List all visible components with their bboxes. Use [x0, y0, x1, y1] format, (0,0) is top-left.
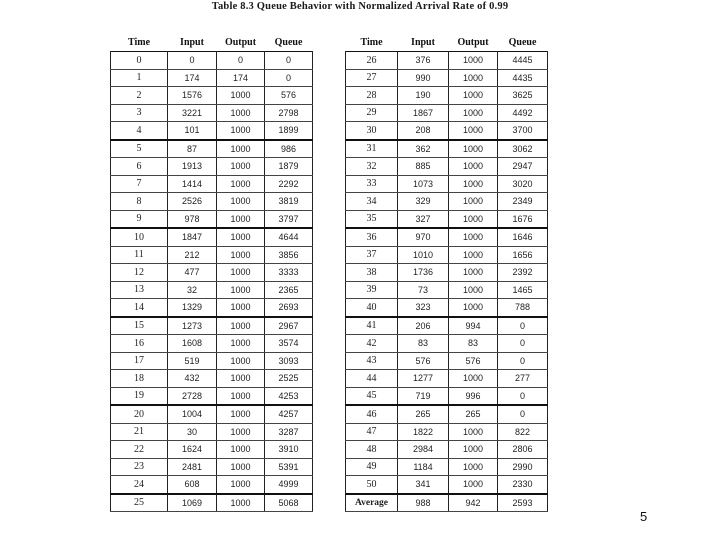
- output-cell: 1000: [217, 352, 265, 370]
- table-row: [111, 87, 313, 105]
- output-cell: 1000: [449, 458, 498, 476]
- input-cell: 1184: [398, 458, 449, 476]
- output-cell: 1000: [449, 228, 498, 246]
- col-header-input: Input: [411, 37, 435, 48]
- output-cell: 1000: [449, 104, 498, 122]
- input-cell: 341: [398, 476, 449, 494]
- output-cell: 1000: [449, 193, 498, 211]
- table-row: [346, 370, 548, 388]
- table-row: [111, 352, 313, 370]
- col-header-output: Output: [224, 37, 257, 48]
- table-row: [346, 494, 548, 512]
- queue-table-left: [110, 34, 313, 512]
- queue-cell: 1676: [498, 210, 548, 228]
- table-row: [111, 458, 313, 476]
- right-table-body: [346, 52, 548, 512]
- output-cell: 576: [449, 352, 498, 370]
- time-cell: 11: [111, 246, 168, 264]
- time-cell: 25: [111, 494, 168, 512]
- output-cell: 1000: [217, 441, 265, 459]
- col-header-queue: Queue: [508, 37, 537, 48]
- input-cell: 1010: [398, 246, 449, 264]
- queue-cell: 0: [498, 317, 548, 335]
- time-cell: 4: [111, 122, 168, 140]
- time-cell: Average: [346, 494, 398, 512]
- time-cell: 1: [111, 69, 168, 87]
- table-row: [346, 299, 548, 317]
- input-cell: 327: [398, 210, 449, 228]
- output-cell: 1000: [217, 140, 265, 158]
- input-cell: 3221: [168, 104, 217, 122]
- page-number: 5: [640, 509, 648, 524]
- input-cell: 1069: [168, 494, 217, 512]
- table-row: [346, 476, 548, 494]
- output-cell: 1000: [217, 193, 265, 211]
- table-row: [346, 441, 548, 459]
- table-row: [111, 193, 313, 211]
- table-row: [111, 210, 313, 228]
- input-cell: 990: [398, 69, 449, 87]
- input-cell: 1624: [168, 441, 217, 459]
- input-cell: 2728: [168, 387, 217, 405]
- col-header-input: Input: [180, 37, 204, 48]
- output-cell: 1000: [217, 423, 265, 441]
- queue-cell: 2593: [498, 494, 548, 512]
- output-cell: 1000: [449, 210, 498, 228]
- output-cell: 1000: [217, 264, 265, 282]
- output-cell: 1000: [449, 281, 498, 299]
- time-cell: 40: [346, 299, 398, 317]
- time-cell: 29: [346, 104, 398, 122]
- output-cell: 1000: [217, 405, 265, 423]
- input-cell: 576: [398, 352, 449, 370]
- queue-cell: 5391: [265, 458, 313, 476]
- input-cell: 362: [398, 140, 449, 158]
- table-row: [346, 52, 548, 70]
- queue-cell: 4435: [498, 69, 548, 87]
- table-row: [111, 104, 313, 122]
- output-cell: 1000: [217, 335, 265, 353]
- time-cell: 20: [111, 405, 168, 423]
- input-cell: 87: [168, 140, 217, 158]
- queue-cell: 2525: [265, 370, 313, 388]
- col-header-time: Time: [360, 37, 383, 48]
- input-cell: 2481: [168, 458, 217, 476]
- output-cell: 1000: [217, 458, 265, 476]
- queue-cell: 3093: [265, 352, 313, 370]
- queue-cell: 2349: [498, 193, 548, 211]
- input-cell: 432: [168, 370, 217, 388]
- table-row: [346, 158, 548, 176]
- table-row: [111, 281, 313, 299]
- queue-cell: 1465: [498, 281, 548, 299]
- table-row: [111, 122, 313, 140]
- input-cell: 1822: [398, 423, 449, 441]
- output-cell: 1000: [217, 104, 265, 122]
- input-cell: 1736: [398, 264, 449, 282]
- table-row: [111, 52, 313, 70]
- time-cell: 45: [346, 387, 398, 405]
- input-cell: 885: [398, 158, 449, 176]
- queue-cell: 0: [498, 405, 548, 423]
- table-row: [346, 210, 548, 228]
- queue-cell: 0: [498, 335, 548, 353]
- time-cell: 8: [111, 193, 168, 211]
- output-cell: 1000: [217, 494, 265, 512]
- time-cell: 46: [346, 405, 398, 423]
- time-cell: 31: [346, 140, 398, 158]
- output-cell: 994: [449, 317, 498, 335]
- table-row: [111, 476, 313, 494]
- time-cell: 39: [346, 281, 398, 299]
- queue-cell: 2292: [265, 175, 313, 193]
- queue-cell: 0: [265, 52, 313, 70]
- queue-cell: 788: [498, 299, 548, 317]
- table-row: [111, 335, 313, 353]
- queue-cell: 2990: [498, 458, 548, 476]
- output-cell: 1000: [217, 476, 265, 494]
- time-cell: 5: [111, 140, 168, 158]
- output-cell: 1000: [217, 281, 265, 299]
- table-row: [111, 370, 313, 388]
- queue-cell: 277: [498, 370, 548, 388]
- output-cell: 1000: [449, 87, 498, 105]
- table-row: [346, 458, 548, 476]
- table-row: [346, 104, 548, 122]
- output-cell: 1000: [217, 210, 265, 228]
- left-table-body: [111, 52, 313, 512]
- col-header-queue: Queue: [274, 37, 303, 48]
- table-row: [111, 246, 313, 264]
- time-cell: 27: [346, 69, 398, 87]
- output-cell: 1000: [449, 264, 498, 282]
- table-title: Table 8.3 Queue Behavior with Normalized Arrival Rate of 0.99: [211, 1, 509, 12]
- queue-cell: 576: [265, 87, 313, 105]
- input-cell: 1329: [168, 299, 217, 317]
- table-row: [111, 175, 313, 193]
- time-cell: 26: [346, 52, 398, 70]
- input-cell: 1004: [168, 405, 217, 423]
- input-cell: 608: [168, 476, 217, 494]
- output-cell: 996: [449, 387, 498, 405]
- table-row: [346, 281, 548, 299]
- input-cell: 1576: [168, 87, 217, 105]
- time-cell: 2: [111, 87, 168, 105]
- table-row: [346, 264, 548, 282]
- table-row: [111, 387, 313, 405]
- output-cell: 0: [217, 52, 265, 70]
- table-row: [111, 299, 313, 317]
- output-cell: 1000: [449, 175, 498, 193]
- input-cell: 1273: [168, 317, 217, 335]
- time-cell: 10: [111, 228, 168, 246]
- output-cell: 1000: [449, 246, 498, 264]
- time-cell: 38: [346, 264, 398, 282]
- queue-cell: 3625: [498, 87, 548, 105]
- input-cell: 988: [398, 494, 449, 512]
- output-cell: 83: [449, 335, 498, 353]
- queue-cell: 1899: [265, 122, 313, 140]
- table-row: [111, 158, 313, 176]
- input-cell: 212: [168, 246, 217, 264]
- output-cell: 1000: [217, 122, 265, 140]
- queue-cell: 1656: [498, 246, 548, 264]
- output-cell: 1000: [449, 441, 498, 459]
- queue-cell: 3910: [265, 441, 313, 459]
- table-row: [346, 69, 548, 87]
- output-cell: 942: [449, 494, 498, 512]
- output-cell: 174: [217, 69, 265, 87]
- time-cell: 37: [346, 246, 398, 264]
- table-row: [111, 405, 313, 423]
- time-cell: 3: [111, 104, 168, 122]
- time-cell: 0: [111, 52, 168, 70]
- queue-cell: 4257: [265, 405, 313, 423]
- col-header-output: Output: [457, 37, 489, 48]
- table-row: [346, 423, 548, 441]
- table-row: [346, 335, 548, 353]
- col-header-time: Time: [127, 37, 151, 48]
- time-cell: 42: [346, 335, 398, 353]
- input-cell: 477: [168, 264, 217, 282]
- input-cell: 73: [398, 281, 449, 299]
- output-cell: 1000: [449, 299, 498, 317]
- time-cell: 23: [111, 458, 168, 476]
- queue-cell: 3020: [498, 175, 548, 193]
- table-row: [346, 87, 548, 105]
- output-cell: 1000: [449, 370, 498, 388]
- table-row: [346, 246, 548, 264]
- queue-cell: 4644: [265, 228, 313, 246]
- output-cell: 1000: [449, 52, 498, 70]
- output-cell: 1000: [217, 158, 265, 176]
- queue-cell: 3856: [265, 246, 313, 264]
- time-cell: 49: [346, 458, 398, 476]
- output-cell: 1000: [217, 87, 265, 105]
- input-cell: 1414: [168, 175, 217, 193]
- time-cell: 12: [111, 264, 168, 282]
- table-row: [346, 193, 548, 211]
- time-cell: 43: [346, 352, 398, 370]
- queue-cell: 3333: [265, 264, 313, 282]
- queue-cell: 986: [265, 140, 313, 158]
- time-cell: 28: [346, 87, 398, 105]
- time-cell: 18: [111, 370, 168, 388]
- table-row: [111, 228, 313, 246]
- queue-cell: 2365: [265, 281, 313, 299]
- output-cell: 265: [449, 405, 498, 423]
- input-cell: 265: [398, 405, 449, 423]
- queue-cell: 2330: [498, 476, 548, 494]
- input-cell: 174: [168, 69, 217, 87]
- queue-cell: 2693: [265, 299, 313, 317]
- queue-cell: 0: [498, 352, 548, 370]
- output-cell: 1000: [449, 423, 498, 441]
- input-cell: 323: [398, 299, 449, 317]
- queue-cell: 2947: [498, 158, 548, 176]
- input-cell: 1073: [398, 175, 449, 193]
- output-cell: 1000: [217, 228, 265, 246]
- queue-cell: 4492: [498, 104, 548, 122]
- time-cell: 13: [111, 281, 168, 299]
- time-cell: 14: [111, 299, 168, 317]
- queue-cell: 1646: [498, 228, 548, 246]
- output-cell: 1000: [449, 122, 498, 140]
- time-cell: 19: [111, 387, 168, 405]
- input-cell: 1277: [398, 370, 449, 388]
- queue-table-right: [345, 34, 548, 512]
- queue-cell: 2798: [265, 104, 313, 122]
- input-cell: 190: [398, 87, 449, 105]
- table-row: [346, 317, 548, 335]
- input-cell: 376: [398, 52, 449, 70]
- input-cell: 1867: [398, 104, 449, 122]
- input-cell: 970: [398, 228, 449, 246]
- table-row: [346, 405, 548, 423]
- time-cell: 48: [346, 441, 398, 459]
- time-cell: 21: [111, 423, 168, 441]
- table-row: [111, 69, 313, 87]
- time-cell: 24: [111, 476, 168, 494]
- queue-cell: 4253: [265, 387, 313, 405]
- input-cell: 32: [168, 281, 217, 299]
- table-row: [346, 228, 548, 246]
- queue-cell: 3062: [498, 140, 548, 158]
- queue-cell: 3287: [265, 423, 313, 441]
- queue-cell: 3574: [265, 335, 313, 353]
- queue-cell: 1879: [265, 158, 313, 176]
- queue-cell: 0: [265, 69, 313, 87]
- input-cell: 208: [398, 122, 449, 140]
- output-cell: 1000: [217, 246, 265, 264]
- output-cell: 1000: [217, 370, 265, 388]
- queue-cell: 2967: [265, 317, 313, 335]
- input-cell: 0: [168, 52, 217, 70]
- time-cell: 6: [111, 158, 168, 176]
- input-cell: 1608: [168, 335, 217, 353]
- time-cell: 41: [346, 317, 398, 335]
- time-cell: 36: [346, 228, 398, 246]
- time-cell: 32: [346, 158, 398, 176]
- queue-cell: 4999: [265, 476, 313, 494]
- time-cell: 44: [346, 370, 398, 388]
- output-cell: 1000: [449, 476, 498, 494]
- output-cell: 1000: [449, 69, 498, 87]
- input-cell: 2526: [168, 193, 217, 211]
- table-row: [346, 140, 548, 158]
- input-cell: 101: [168, 122, 217, 140]
- output-cell: 1000: [217, 387, 265, 405]
- table-row: [111, 140, 313, 158]
- output-cell: 1000: [217, 317, 265, 335]
- table-row: [111, 264, 313, 282]
- input-cell: 1913: [168, 158, 217, 176]
- time-cell: 30: [346, 122, 398, 140]
- input-cell: 83: [398, 335, 449, 353]
- time-cell: 34: [346, 193, 398, 211]
- time-cell: 33: [346, 175, 398, 193]
- time-cell: 22: [111, 441, 168, 459]
- input-cell: 206: [398, 317, 449, 335]
- output-cell: 1000: [217, 175, 265, 193]
- input-cell: 329: [398, 193, 449, 211]
- time-cell: 50: [346, 476, 398, 494]
- table-row: [111, 494, 313, 512]
- time-cell: 35: [346, 210, 398, 228]
- queue-cell: 4445: [498, 52, 548, 70]
- table-row: [111, 441, 313, 459]
- queue-cell: 2392: [498, 264, 548, 282]
- time-cell: 16: [111, 335, 168, 353]
- queue-cell: 3797: [265, 210, 313, 228]
- input-cell: 719: [398, 387, 449, 405]
- queue-cell: 3700: [498, 122, 548, 140]
- input-cell: 978: [168, 210, 217, 228]
- table-row: [346, 122, 548, 140]
- input-cell: 1847: [168, 228, 217, 246]
- table-row: [111, 423, 313, 441]
- queue-cell: 822: [498, 423, 548, 441]
- time-cell: 15: [111, 317, 168, 335]
- time-cell: 47: [346, 423, 398, 441]
- queue-cell: 2806: [498, 441, 548, 459]
- table-row: [346, 387, 548, 405]
- time-cell: 17: [111, 352, 168, 370]
- output-cell: 1000: [449, 158, 498, 176]
- queue-cell: 3819: [265, 193, 313, 211]
- table-row: [346, 352, 548, 370]
- queue-cell: 0: [498, 387, 548, 405]
- input-cell: 30: [168, 423, 217, 441]
- table-row: [111, 317, 313, 335]
- input-cell: 2984: [398, 441, 449, 459]
- time-cell: 9: [111, 210, 168, 228]
- queue-cell: 5068: [265, 494, 313, 512]
- output-cell: 1000: [449, 140, 498, 158]
- input-cell: 519: [168, 352, 217, 370]
- table-row: [346, 175, 548, 193]
- output-cell: 1000: [217, 299, 265, 317]
- time-cell: 7: [111, 175, 168, 193]
